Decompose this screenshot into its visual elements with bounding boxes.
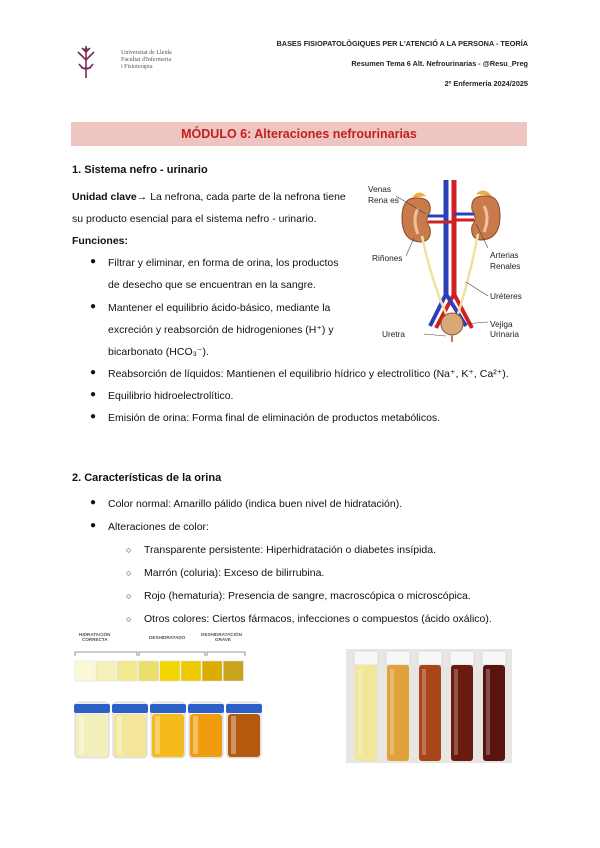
list-item: Color normal: Amarillo pálido (indica buen nivel de hidratación). [108, 498, 403, 510]
color-swatch [75, 661, 95, 681]
fig-label-ureteres: Uréteres [490, 291, 522, 301]
sub-list-item: Transparente persistente: Hiperhidratación o diabetes insípida. [144, 544, 437, 556]
section2-heading: 2. Características de la orina [72, 472, 222, 484]
urine-tube [386, 651, 410, 761]
tube-group [354, 651, 506, 761]
urine-tube [418, 651, 442, 761]
sub-list-item: Marrón (coluria): Exceso de bilirrubina. [144, 567, 325, 579]
color-swatch [139, 661, 159, 681]
color-swatch [202, 661, 222, 681]
sub-bullet-icon: ○ [126, 614, 132, 624]
urine-tube [354, 651, 378, 761]
color-swatch [223, 661, 243, 681]
chart-label-correcta: HIDRATACIÓN [79, 632, 111, 637]
bullet-icon: ● [90, 301, 97, 312]
urine-tube [450, 651, 474, 761]
chart-label-grave2: GRAVE [215, 637, 231, 642]
sub-list-item: Otros colores: Ciertos fármacos, infecciones o compuestos (ácido oxálico). [144, 613, 492, 625]
list-item: Filtrar y eliminar, en forma de orina, los productos [108, 257, 339, 269]
urinary-system-figure [366, 176, 528, 342]
color-swatch [117, 661, 137, 681]
fig-label-vejiga: Vejiga [490, 319, 513, 329]
urine-jar [74, 702, 110, 758]
fig-label-urinaria: Urinaria [490, 329, 520, 339]
chart-label-correcta2: CORRECTA [82, 637, 108, 642]
bullet-icon: ● [90, 256, 97, 267]
page-title: MÓDULO 6: Alteraciones nefrourinarias [181, 127, 417, 141]
bullet-icon: ● [90, 367, 97, 378]
bullet-icon: ● [90, 520, 97, 531]
list-item: Reabsorción de líquidos: Mantienen el equilibrio hídrico y electrolítico (Na⁺, K⁺, Ca²⁺). [108, 368, 509, 380]
fig-label-renales: Rena es [368, 195, 399, 205]
urine-jar [188, 702, 224, 758]
urine-color-chart [73, 628, 273, 760]
sub-bullet-icon: ○ [126, 545, 132, 555]
color-swatch [160, 661, 180, 681]
bullet-icon: ● [90, 389, 97, 400]
key-unit-line1 [72, 191, 346, 203]
list-item: Alteraciones de color: [108, 521, 209, 533]
fig-label-venas: Venas [368, 184, 392, 194]
sub-bullet-icon: ○ [126, 568, 132, 578]
list-item: excreción y reabsorción de hidrogeniones (H⁺) y [108, 324, 334, 336]
functions-label: Funciones: [72, 235, 129, 247]
chart-label-deshidratado: DESHIDRATADO [149, 635, 186, 640]
title-bar [71, 122, 527, 146]
section1-heading: 1. Sistema nefro - urinario [72, 164, 208, 176]
urine-tube [482, 651, 506, 761]
arrow-icon: → [136, 191, 148, 203]
bullet-icon: ● [90, 411, 97, 422]
swatch-group [75, 661, 243, 681]
key-unit-line2: su producto esencial para el sistema nefro - urinario. [72, 213, 317, 225]
sub-list-item: Rojo (hematuria): Presencia de sangre, macroscópica o microscópica. [144, 590, 471, 602]
list-item: bicarbonato (HCO₃⁻). [108, 346, 209, 358]
color-swatch [181, 661, 201, 681]
logo-text: Universitat de Lleida Facultat d'Infermeria i Fisioteràpia [121, 50, 172, 70]
header-year: 2º Enfermería 2024/2025 [444, 79, 528, 88]
urine-jar [112, 702, 148, 758]
urine-jar [150, 702, 186, 758]
jar-group [74, 702, 262, 758]
list-item: Emisión de orina: Forma final de eliminación de productos metabólicos. [108, 412, 441, 424]
fig-label-arterias: Arterias [490, 250, 519, 260]
list-item: Equilibrio hidroelectrolítico. [108, 390, 234, 402]
sub-bullet-icon: ○ [126, 591, 132, 601]
list-item: Mantener el equilibrio ácido-básico, mediante la [108, 302, 331, 314]
fig-label-uretra: Uretra [382, 329, 406, 339]
chart-label-grave: DESHIDRATACIÓN [201, 632, 242, 637]
key-unit-text: La nefrona, cada parte de la nefrona tiene [147, 191, 346, 203]
color-swatch [96, 661, 116, 681]
header-course: BASES FISIOPATOLÒGIQUES PER L'ATENCIÓ A LA PERSONA - TEORÍA [276, 39, 528, 48]
header-summary: Resumen Tema 6 Alt. Nefrourinarias - @Resu_Preg [351, 59, 528, 68]
bullet-icon: ● [90, 497, 97, 508]
urine-jar [226, 702, 262, 758]
key-unit-label: Unidad clave [72, 191, 137, 203]
fig-label-rinones: Riñones [372, 253, 403, 263]
urine-tubes-photo [346, 649, 512, 763]
bladder [441, 313, 463, 335]
list-item: de desecho que se encuentran en la sangre. [108, 279, 316, 291]
fig-label-renales2: Renales [490, 261, 521, 271]
